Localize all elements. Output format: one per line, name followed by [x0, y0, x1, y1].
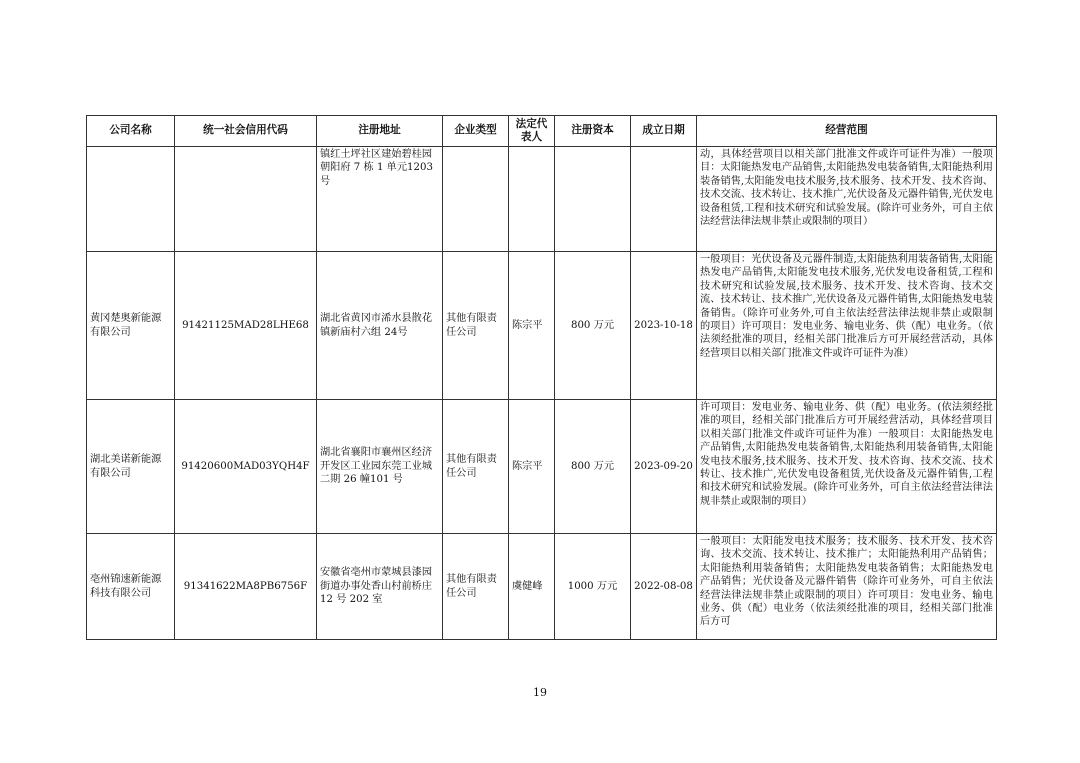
table-row — [87, 400, 997, 534]
legal-rep: 陈宗平 — [509, 252, 555, 400]
founded-date: 2023-09-20 — [631, 400, 697, 534]
legal-rep: 陈宗平 — [509, 400, 555, 534]
header-address: 注册地址 — [317, 116, 443, 147]
capital: 1000 万元 — [555, 534, 631, 640]
business-scope: 动，具体经营项目以相关部门批准文件或许可证件为准）一般项目：太阳能热发电产品销售,太阳能热发电装备销售,太阳能热利用装备销售,太阳能发电技术服务,技术服务、技术开发、技术咨询、技术交流、技术转让、技术推广,光伏设备及元器件销售,光伏发电设备租赁,工程和技术研究和试验发展。(除许可业务外，可自主依法经营法律法规非禁止或限制的项目） — [697, 147, 997, 252]
company-type: 其他有限责任公司 — [443, 252, 509, 400]
table-row — [87, 534, 997, 640]
founded-date — [631, 147, 697, 252]
company-table — [86, 115, 997, 640]
header-company-type: 企业类型 — [443, 116, 509, 147]
header-credit-code: 统一社会信用代码 — [175, 116, 317, 147]
credit-code: 91341622MA8PB6756F — [175, 534, 317, 640]
credit-code: 91421125MAD28LHE68 — [175, 252, 317, 400]
address: 湖北省襄阳市襄州区经济开发区工业园东莞工业城二期 26 幢101 号 — [317, 400, 443, 534]
page-number: 19 — [533, 686, 547, 699]
capital: 800 万元 — [555, 400, 631, 534]
header-row — [87, 116, 997, 147]
company-type: 其他有限责任公司 — [443, 534, 509, 640]
company-name: 黄冈楚奥新能源有限公司 — [87, 252, 175, 400]
credit-code: 91420600MAD03YQH4F — [175, 400, 317, 534]
header-legal-rep: 法定代表人 — [509, 116, 555, 147]
address: 安徽省亳州市蒙城县漆园街道办事处香山村前桥庄 12 号 202 室 — [317, 534, 443, 640]
company-type — [443, 147, 509, 252]
business-scope: 一般项目：光伏设备及元器件制造,太阳能热利用装备销售,太阳能热发电产品销售,太阳能发电技术服务,光伏发电设备租赁,工程和技术研究和试验发展,技术服务、技术开发、技术咨询、技术交流、技术转让、技术推广,光伏设备及元器件销售,太阳能热发电装备销售。（除许可业务外,可自主依法经营法律法规非禁止或限制的项目）许可项目：发电业务、输电业务、供（配）电业务。（依法须经批准的项目，经相关部门批准后方可开展经营活动，具体经营项目以相关部门批准文件或许可证件为准） — [697, 252, 997, 400]
business-scope: 一般项目：太阳能发电技术服务；技术服务、技术开发、技术咨询、技术交流、技术转让、技术推广；太阳能热利用产品销售；太阳能热利用装备销售；太阳能热发电装备销售；太阳能热发电产品销售；光伏设备及元器件销售（除许可业务外，可自主依法经营法律法规非禁止或限制的项目）许可项目：发电业务、输电业务、供（配）电业务（依法须经批准的项目，经相关部门批准后方可 — [697, 534, 997, 640]
capital — [555, 147, 631, 252]
legal-rep: 虞健峰 — [509, 534, 555, 640]
business-scope: 许可项目：发电业务、输电业务、供（配）电业务。(依法须经批准的项目，经相关部门批准后方可开展经营活动，具体经营项目以相关部门批准文件或许可证件为准）一般项目：太阳能热发电产品销售,太阳能热发电装备销售,太阳能热利用装备销售,太阳能发电技术服务,技术服务、技术开发、技术咨询、技术交流、技术转让、技术推广,光伏发电设备租赁,光伏设备及元器件销售,工程和技术研究和试验发展。(除许可业务外，可自主依法经营法律法规非禁止或限制的项目） — [697, 400, 997, 534]
company-type: 其他有限责任公司 — [443, 400, 509, 534]
founded-date: 2023-10-18 — [631, 252, 697, 400]
address: 湖北省黄冈市浠水县散花镇新庙村六组 24号 — [317, 252, 443, 400]
header-date: 成立日期 — [631, 116, 697, 147]
company-name: 湖北美诺新能源有限公司 — [87, 400, 175, 534]
company-name: 亳州锦速新能源科技有限公司 — [87, 534, 175, 640]
table-row — [87, 252, 997, 400]
legal-rep — [509, 147, 555, 252]
address: 镇红土坪社区建始碧桂园朝阳府 7 栋 1 单元1203 号 — [317, 147, 443, 252]
credit-code — [175, 147, 317, 252]
header-capital: 注册资本 — [555, 116, 631, 147]
header-scope: 经营范围 — [697, 116, 997, 147]
company-name — [87, 147, 175, 252]
header-company-name: 公司名称 — [87, 116, 175, 147]
table-row — [87, 147, 997, 252]
capital: 800 万元 — [555, 252, 631, 400]
founded-date: 2022-08-08 — [631, 534, 697, 640]
